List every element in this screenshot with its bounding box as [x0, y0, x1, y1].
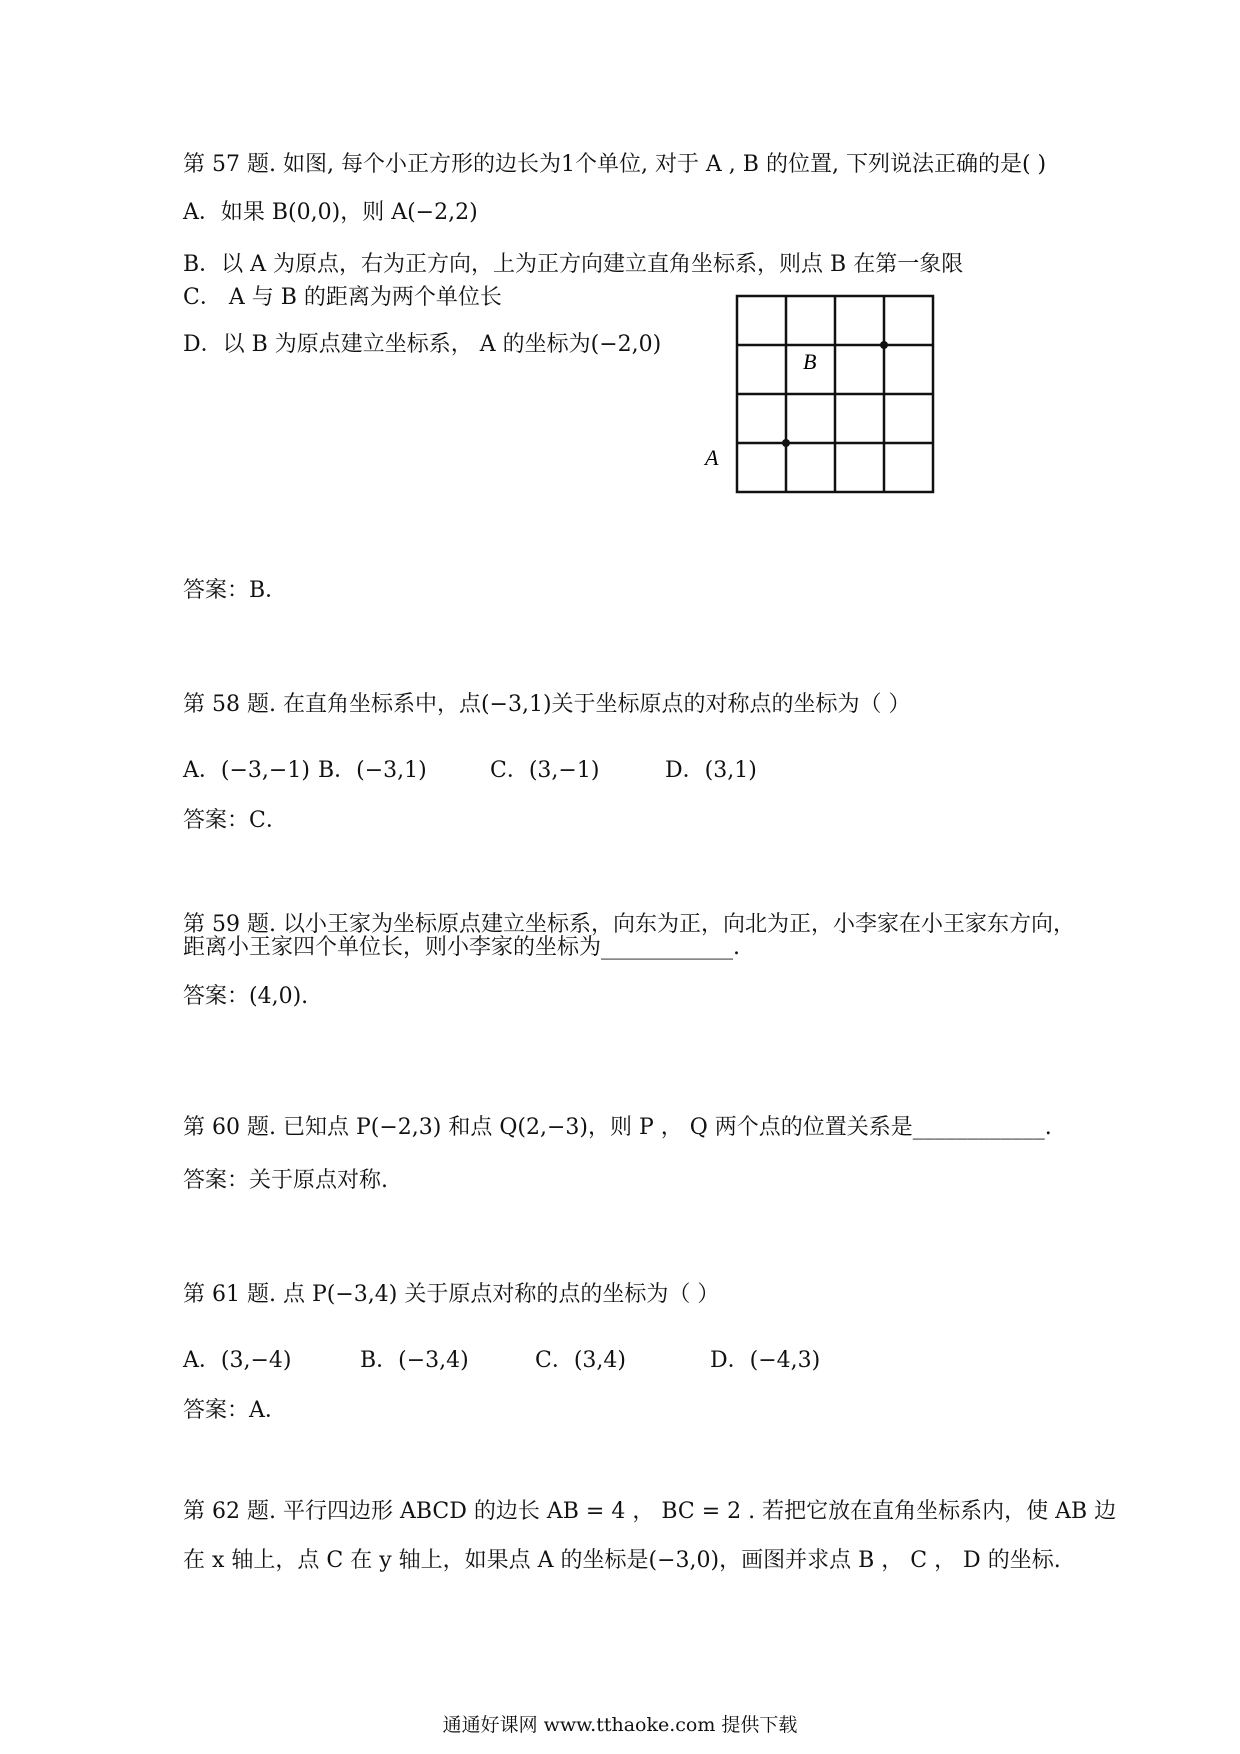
- q60-stem: 第 60 题. 已知点 P(−2,3) 和点 Q(2,−3)，则 P ， Q 两个点的位置关系是____________.: [183, 1115, 1052, 1140]
- grid-svg: [700, 291, 960, 501]
- point-a-dot: [782, 439, 790, 447]
- q61-option-a: A．(3,−4): [183, 1348, 292, 1373]
- label-b: B: [803, 349, 817, 374]
- q61-stem: 第 61 题. 点 P(−3,4) 关于原点对称的点的坐标为（ ）: [183, 1282, 720, 1307]
- q57-option-b: B．以 A 为原点，右为正方向，上为正方向建立直角坐标系，则点 B 在第一象限: [183, 252, 964, 277]
- q61-option-b: B．(−3,4): [360, 1348, 469, 1373]
- q62-stem-line2: 在 x 轴上，点 C 在 y 轴上，如果点 A 的坐标是(−3,0)，画图并求点 B ， C ， D 的坐标.: [183, 1548, 1061, 1573]
- point-b-dot: [880, 341, 888, 349]
- q58-stem: 第 58 题. 在直角坐标系中，点(−3,1)关于坐标原点的对称点的坐标为（ ）: [183, 692, 911, 717]
- q58-answer: 答案：C．: [183, 808, 288, 833]
- q59-answer: 答案：(4,0).: [183, 984, 309, 1009]
- q59-stem-line1: 第 59 题. 以小王家为坐标原点建立坐标系，向东为正，向北为正，小李家在小王家东方向，: [183, 912, 1075, 937]
- q57-option-a: A．如果 B(0,0)，则 A(−2,2): [183, 200, 478, 225]
- q58-option-c: C．(3,−1): [490, 758, 600, 783]
- q57-stem: 第 57 题. 如图, 每个小正方形的边长为1个单位, 对于 A , B 的位置, 下列说法正确的是( ): [183, 152, 1047, 177]
- q61-option-c: C．(3,4): [535, 1348, 626, 1373]
- q57-option-c: C． A 与 B 的距离为两个单位长: [183, 285, 502, 310]
- q62-stem-line1: 第 62 题. 平行四边形 ABCD 的边长 AB = 4 ， BC = 2 . 若把它放在直角坐标系内，使 AB 边: [183, 1499, 1117, 1524]
- q58-option-a: A．(−3,−1): [183, 758, 310, 783]
- q58-option-b: B．(−3,1): [318, 758, 427, 783]
- q59-stem-line2: 距离小王家四个单位长，则小李家的坐标为____________.: [183, 935, 740, 960]
- coordinate-grid-figure: [700, 291, 960, 507]
- q57-option-d: D．以 B 为原点建立坐标系， A 的坐标为(−2,0): [183, 332, 662, 357]
- label-a: A: [705, 445, 719, 470]
- q61-answer: 答案：A．: [183, 1398, 287, 1423]
- q58-option-d: D．(3,1): [665, 758, 757, 783]
- q57-answer: 答案：B．: [183, 578, 288, 603]
- q60-answer: 答案：关于原点对称.: [183, 1168, 388, 1193]
- q61-option-d: D．(−4,3): [710, 1348, 821, 1373]
- page-footer: 通通好课网 www.tthaoke.com 提供下载: [442, 1714, 798, 1736]
